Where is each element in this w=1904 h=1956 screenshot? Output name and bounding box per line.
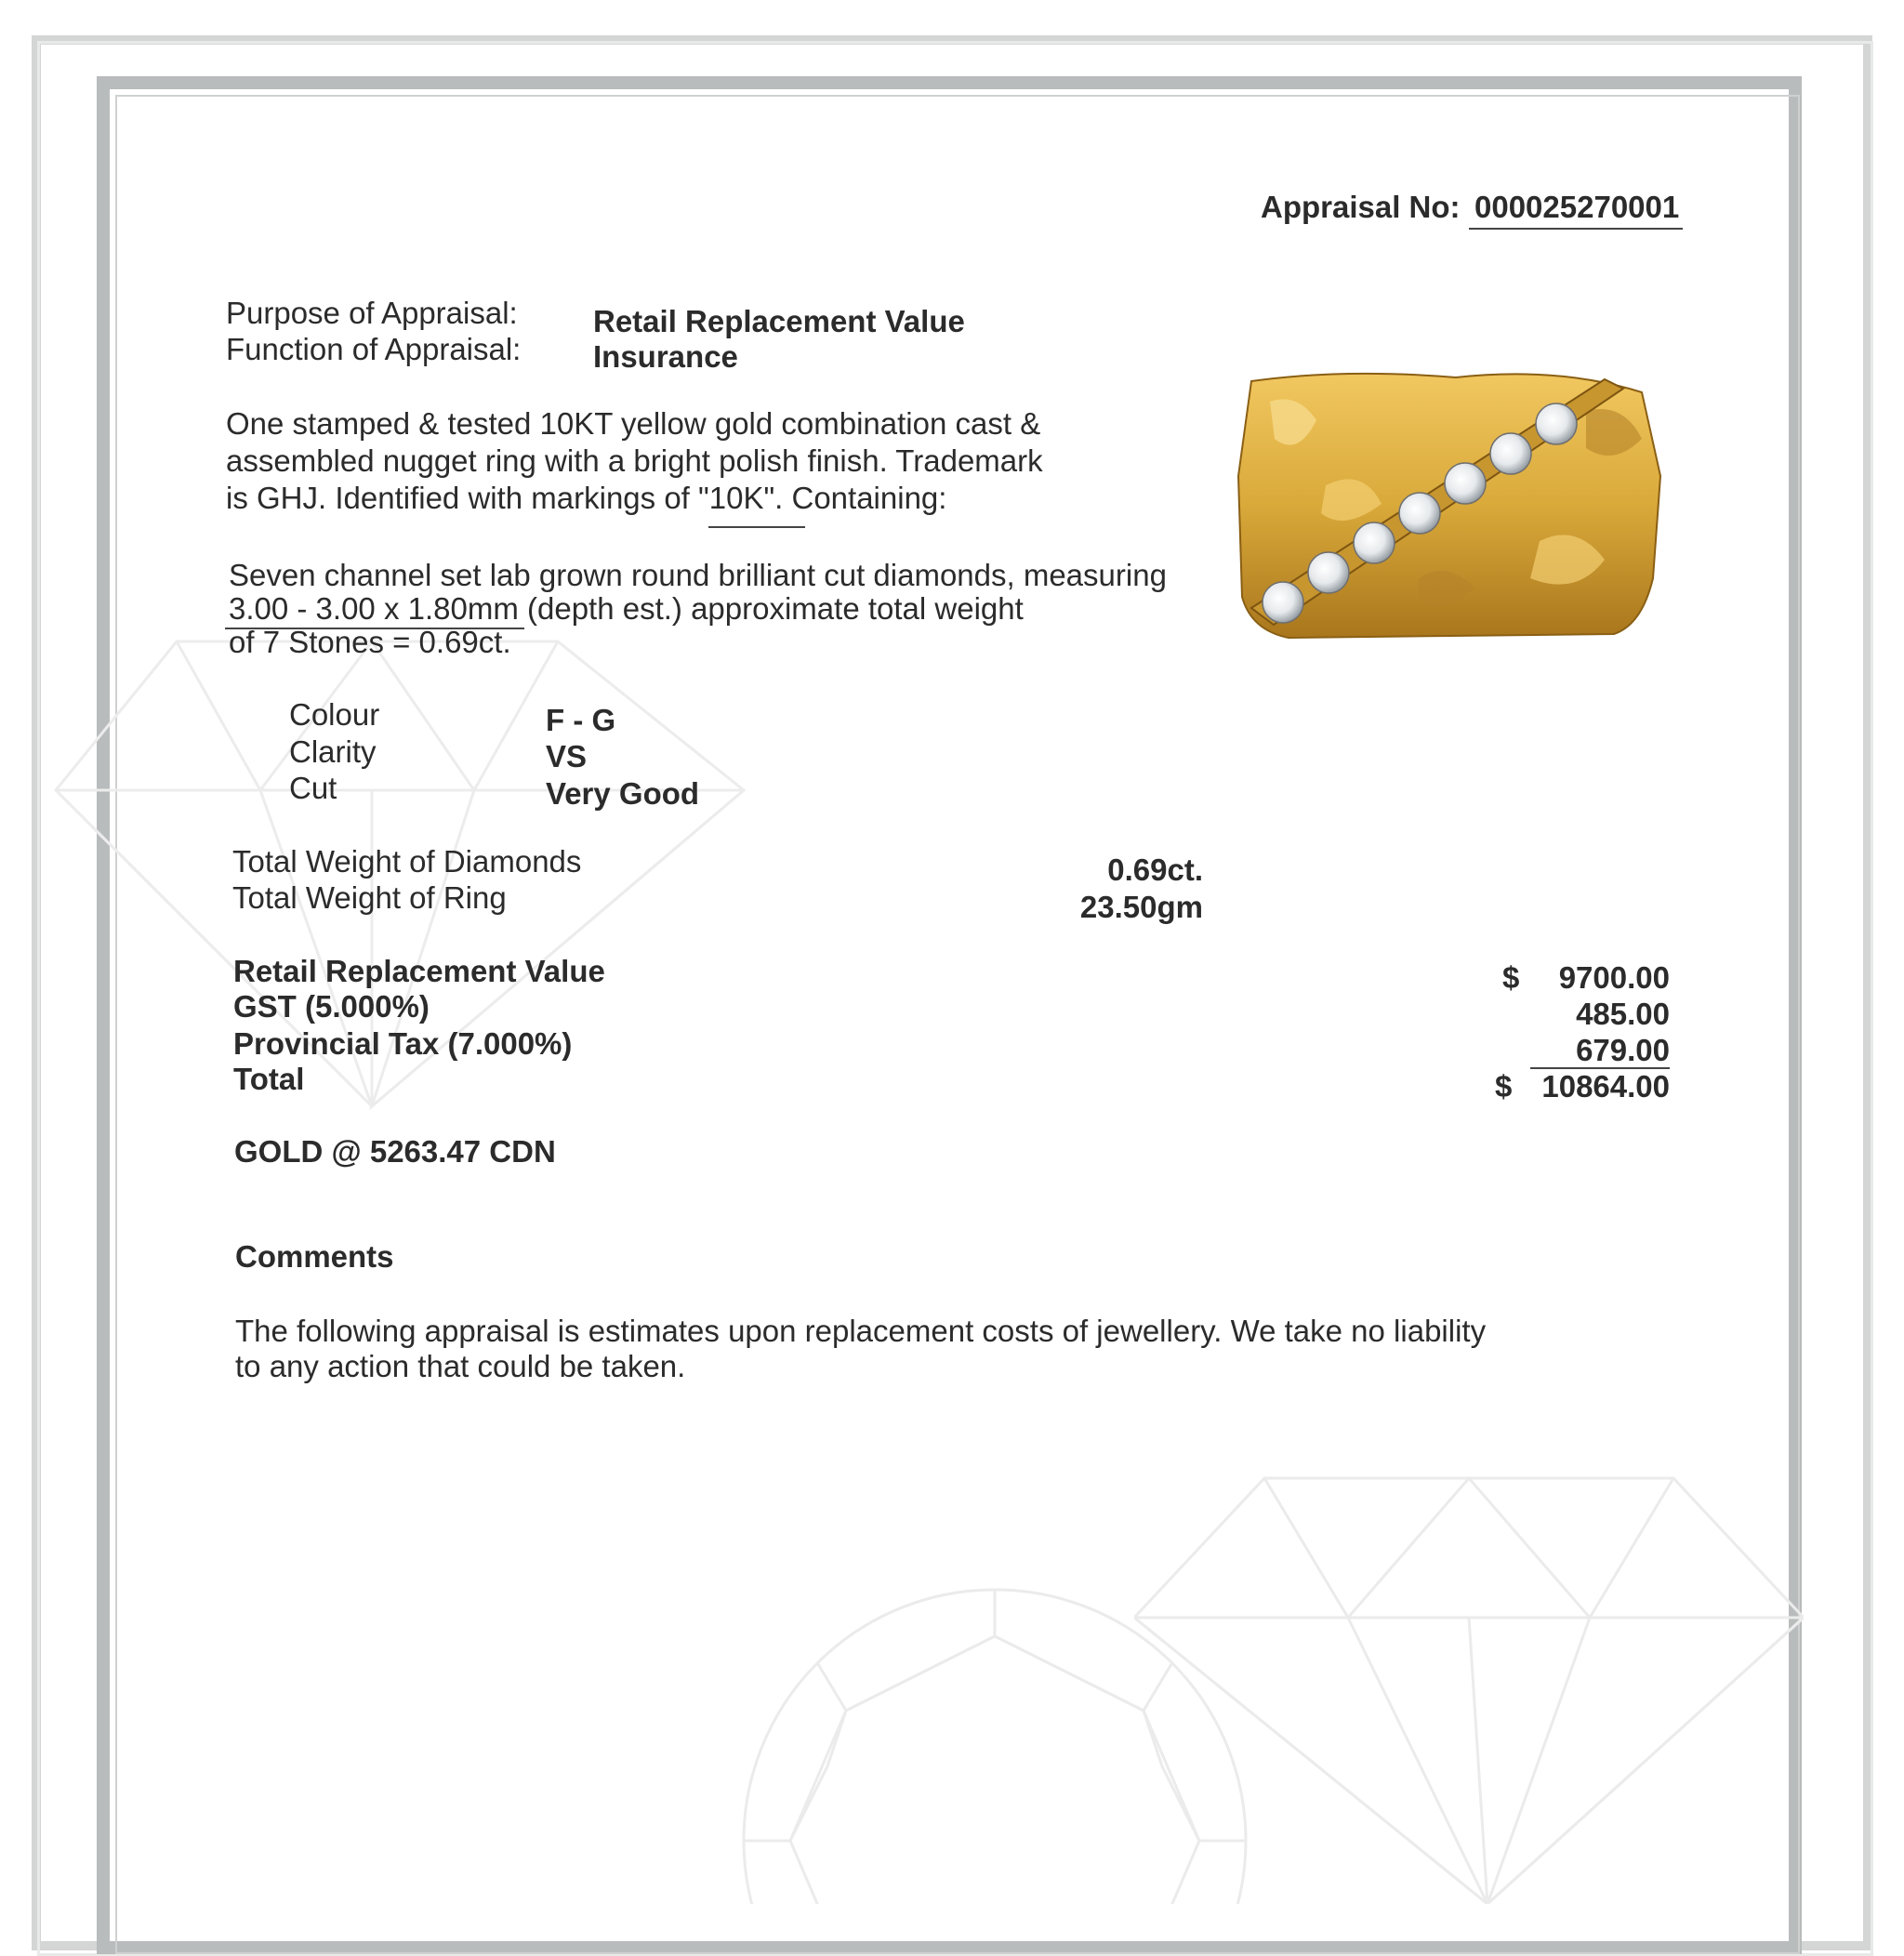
total-currency: $ <box>1495 1069 1513 1104</box>
diamond-weight-value: 0.69ct. <box>1107 852 1203 887</box>
stones-line-2: 3.00 - 3.00 x 1.80mm (depth est.) approximate total weight <box>229 591 1024 626</box>
appraisal-number-value: 000025270001 <box>1474 190 1680 224</box>
clarity-label: Clarity <box>289 734 377 769</box>
total-amount: 10864.00 <box>1541 1069 1670 1104</box>
comments-heading: Comments <box>235 1239 394 1274</box>
description-line-2: assembled nugget ring with a bright polish finish. Trademark <box>226 443 1043 478</box>
purpose-value: Retail Replacement Value <box>593 304 965 338</box>
colour-label: Colour <box>289 697 380 732</box>
gst-amount: 485.00 <box>1576 997 1670 1031</box>
gst-label: GST (5.000%) <box>233 989 430 1024</box>
description-line-1: One stamped & tested 10KT yellow gold combination cast & <box>226 406 1041 441</box>
ring-photo <box>1233 364 1670 643</box>
markings-underline <box>708 526 805 528</box>
clarity-value: VS <box>546 739 588 773</box>
ring-weight-value: 23.50gm <box>1079 890 1203 924</box>
total-label: Total <box>233 1062 305 1096</box>
comments-line-1: The following appraisal is estimates upon replacement costs of jewellery. We take no liability <box>235 1314 1487 1348</box>
cut-value: Very Good <box>546 776 700 811</box>
function-value: Insurance <box>593 339 738 374</box>
stones-line-3: of 7 Stones = 0.69ct. <box>229 625 511 659</box>
gold-price: GOLD @ 5263.47 CDN <box>234 1134 556 1169</box>
retail-value-amount: 9700.00 <box>1558 960 1670 995</box>
round-diamond-watermark <box>734 1580 1255 1904</box>
retail-value-currency: $ <box>1502 960 1520 995</box>
description-line-3: is GHJ. Identified with markings of "10K". Containing: <box>226 481 947 515</box>
retail-value-label: Retail Replacement Value <box>233 954 605 988</box>
ring-weight-label: Total Weight of Ring <box>232 880 507 915</box>
cut-label: Cut <box>289 771 337 805</box>
appraisal-number-label: Appraisal No: <box>1261 190 1461 224</box>
colour-value: F - G <box>546 703 616 737</box>
provincial-tax-label: Provincial Tax (7.000%) <box>233 1026 573 1061</box>
function-label: Function of Appraisal: <box>226 332 522 366</box>
comments-line-2: to any action that could be taken. <box>235 1349 686 1383</box>
provincial-tax-amount: 679.00 <box>1576 1033 1670 1067</box>
diamond-weight-label: Total Weight of Diamonds <box>232 844 582 879</box>
stones-line-1: Seven channel set lab grown round brilliant cut diamonds, measuring <box>229 558 1167 592</box>
purpose-label: Purpose of Appraisal: <box>226 296 518 330</box>
appraisal-number-underline <box>1469 228 1683 230</box>
